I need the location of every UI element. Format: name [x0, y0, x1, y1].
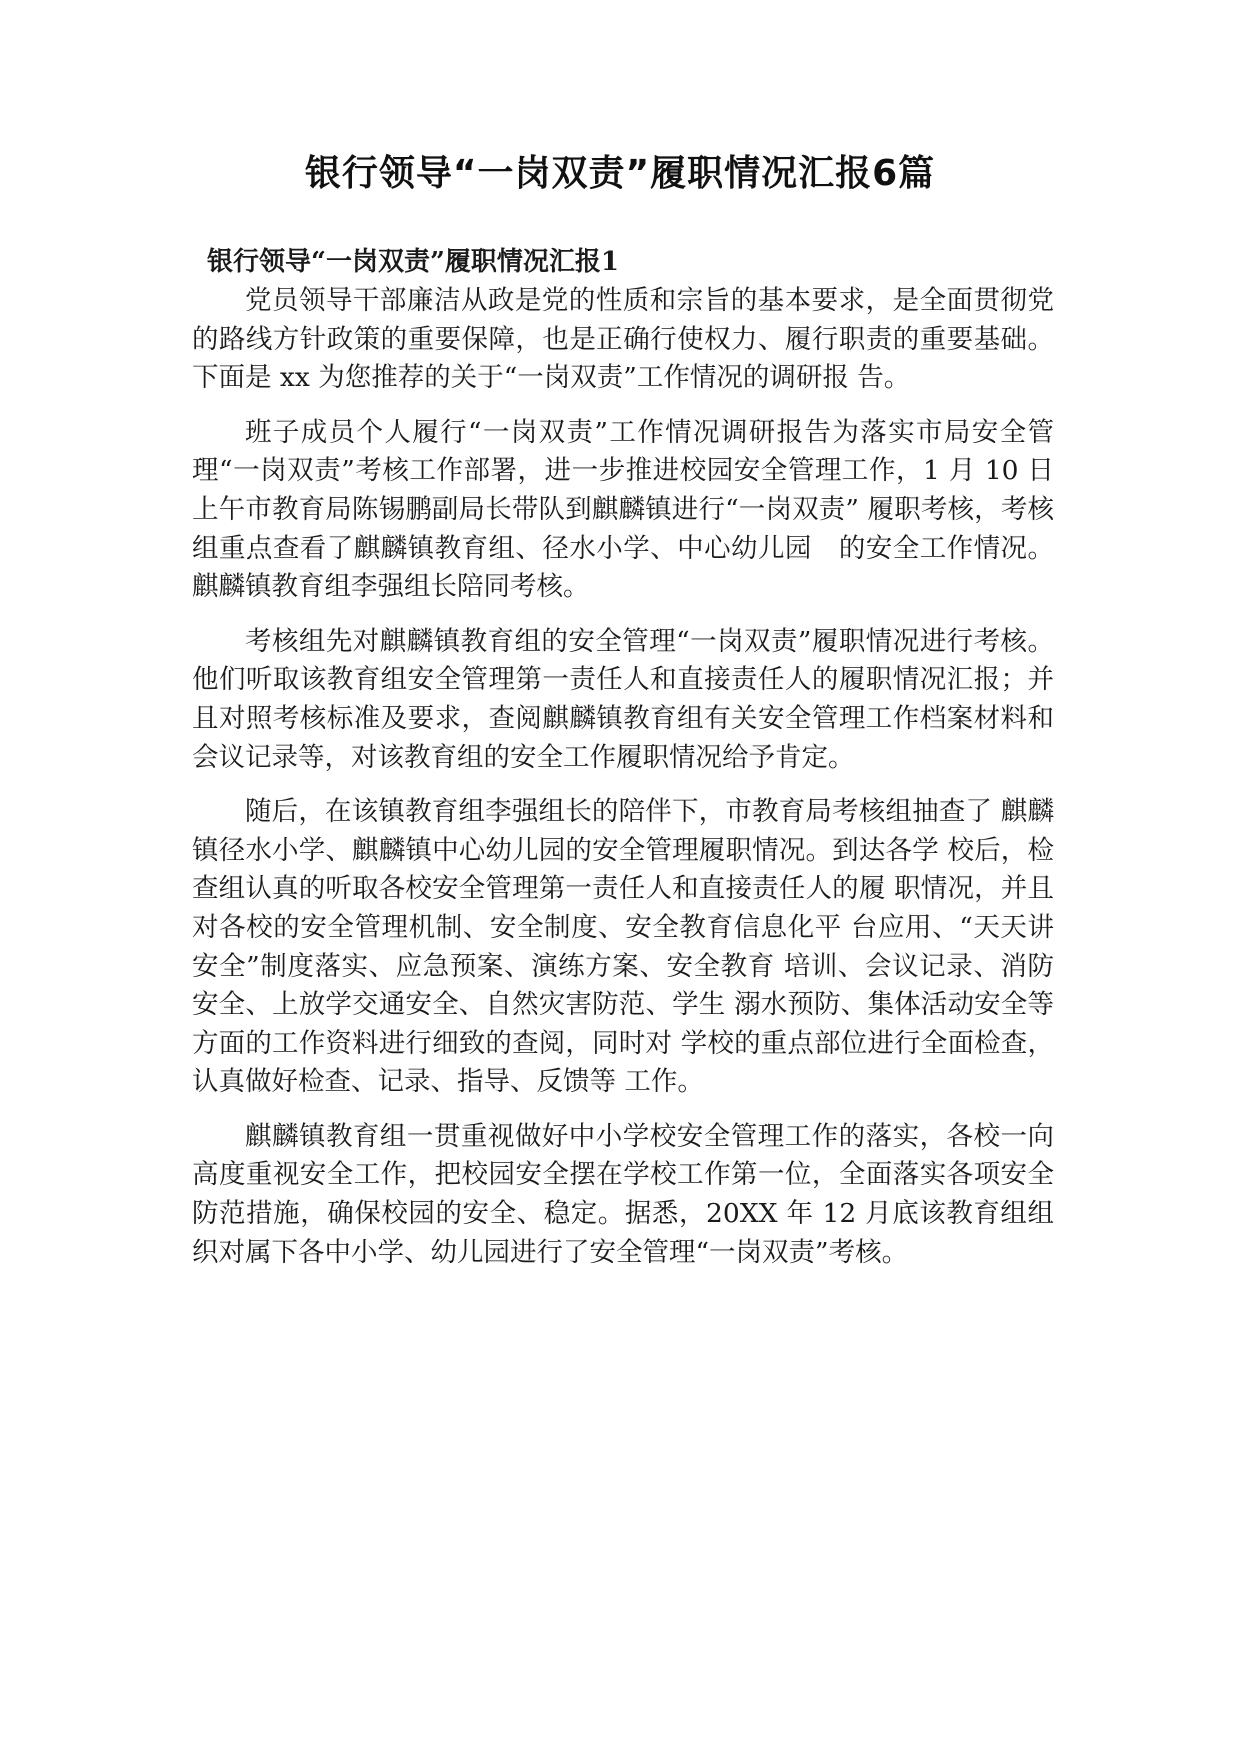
section-heading: 银行领导“一岗双责”履职情况汇报1 [207, 247, 620, 277]
paragraph-5: 麒麟镇教育组一贯重视做好中小学校安全管理工作的落实，各校一向高度重视安全工作，把校园安全摆在学校工作第一位，全面落实各项安全防范措施，确保校园的安全、稳定。据悉，20XX 年 12 月底该教育组组织对属下各中小学、幼儿园进行了安全管理“一岗双责”考核。 [192, 1120, 1054, 1268]
paragraph-3: 考核组先对麒麟镇教育组的安全管理“一岗双责”履职情况进行考核。他们听取该教育组安全管理第一责任人和直接责任人的履职情况汇报；并且对照考核标准及要求，查阅麒麟镇教育组有关安全管理工作档案材料和会议记录等，对该教育组的安全工作履职情况给予肯定。 [192, 625, 1054, 773]
paragraph-1: 党员领导干部廉洁从政是党的性质和宗旨的基本要求，是全面贯彻党的路线方针政策的重要保障，也是正确行使权力、履行职责的重要基础。下面是 xx 为您推荐的关于“一岗双责”工作情况的调研报 告。 [192, 285, 1054, 394]
paragraph-2: 班子成员个人履行“一岗双责”工作情况调研报告为落实市局安全管理“一岗双责”考核工作部署，进一步推进校园安全管理工作，1 月 10 日上午市教育局陈锡鹏副局长带队到麒麟镇进行“一岗双责” 履职考核，考核组重点查看了麒麟镇教育组、径水小学、中心幼儿园 的安全工作情况。麒麟镇教育组李强组长陪同考核。 [192, 416, 1054, 603]
document-body [192, 282, 1054, 1288]
paragraph-4: 随后，在该镇教育组李强组长的陪伴下，市教育局考核组抽查了 麒麟镇径水小学、麒麟镇中心幼儿园的安全管理履职情况。到达各学 校后，检查组认真的听取各校安全管理第一责任人和直接责任人的履 职情况，并且对各校的安全管理机制、安全制度、安全教育信息化平 台应用、“天天讲安全”制度落实、应急预案、演练方案、安全教育 培训、会议记录、消防安全、上放学交通安全、自然灾害防范、学生 溺水预防、集体活动安全等方面的工作资料进行细致的查阅，同时对 学校的重点部位进行全面检查，认真做好检查、记录、指导、反馈等 工作。 [192, 796, 1054, 1098]
document-title: 银行领导“一岗双责”履职情况汇报6篇 [304, 153, 936, 194]
